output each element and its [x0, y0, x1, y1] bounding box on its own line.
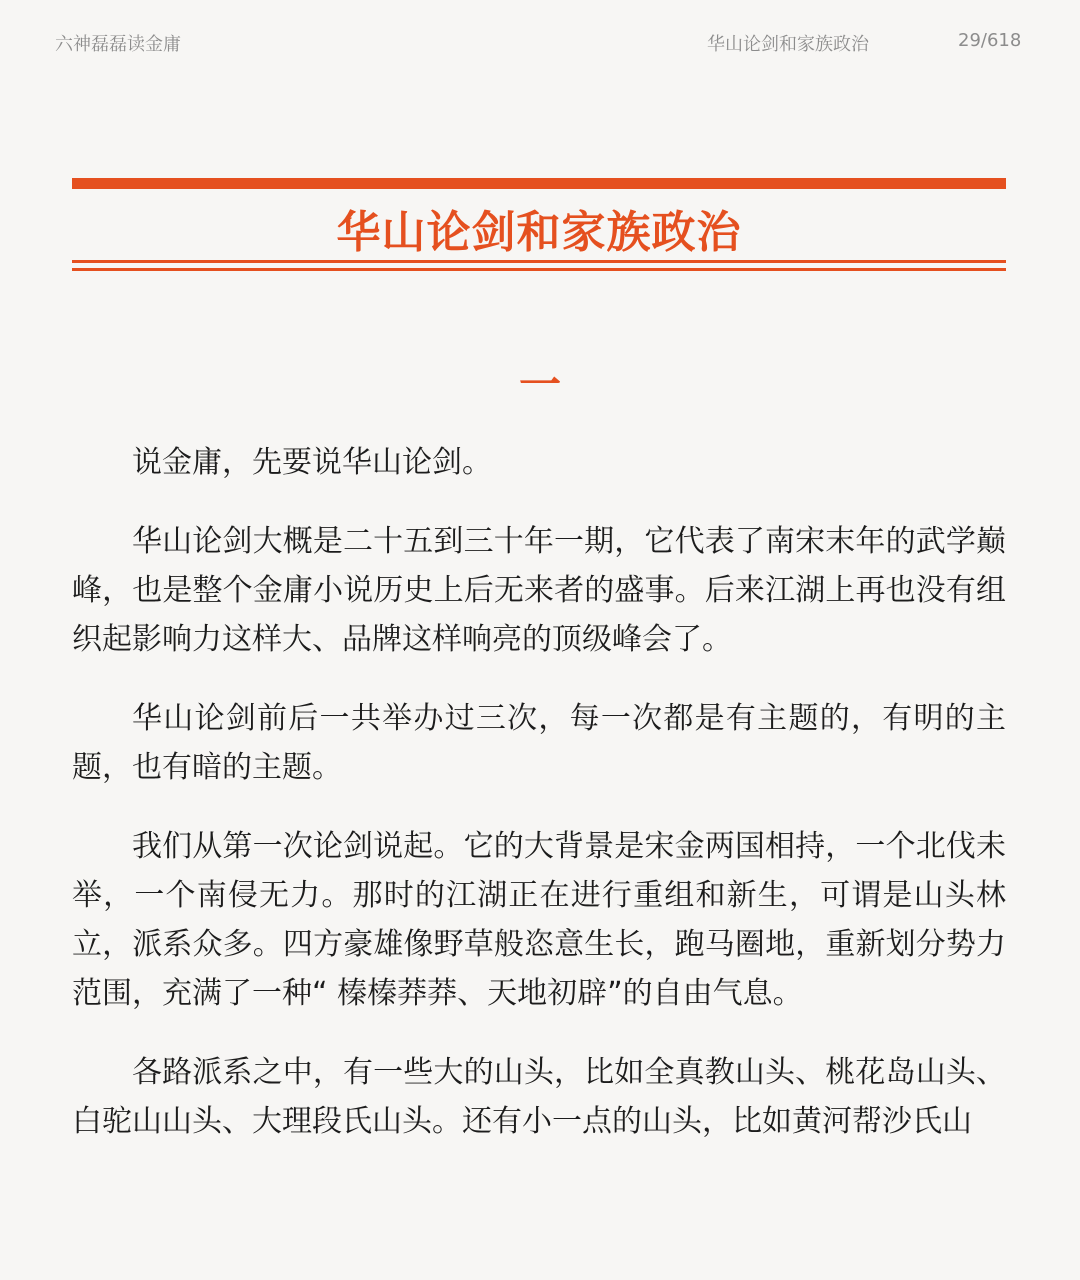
chapter-heading: 华山论剑和家族政治 — [336, 207, 742, 258]
current-chapter-title: 华山论剑和家族政治 — [707, 34, 869, 55]
chapter-title-block — [72, 178, 1006, 274]
book-title: 六神磊磊读金庸 — [55, 34, 181, 55]
title-bottom-rule-2 — [72, 268, 1006, 271]
title-bottom-rule-1 — [72, 260, 1006, 263]
paragraph: 我们从第一次论剑说起。它的大背景是宋金两国相持，一个北伐未举，一个南侵无力。那时的江湖正在进行重组和新生，可谓是山头林立，派系众多。四方豪雄像野草般恣意生长，跑马圈地，重新划分势力范围，充满了一种“ 榛榛莽莽、天地初辟”的自由气息。 — [72, 829, 1006, 1011]
page-indicator: 29/618 — [958, 30, 1022, 51]
paragraph: 华山论剑大概是二十五到三十年一期，它代表了南宋末年的武学巅峰，也是整个金庸小说历史上后无来者的盛事。后来江湖上再也没有组织起影响力这样大、品牌这样响亮的顶级峰会了。 — [72, 524, 1006, 657]
paragraph: 说金庸，先要说华山论剑。 — [132, 445, 492, 480]
section-number: 一 — [518, 360, 561, 409]
paragraph: 华山论剑前后一共举办过三次，每一次都是有主题的，有明的主题，也有暗的主题。 — [72, 701, 1006, 785]
paragraph: 各路派系之中，有一些大的山头，比如全真教山头、桃花岛山头、白驼山山头、大理段氏山头。还有小一点的山头，比如黄河帮沙氏山 — [72, 1055, 1006, 1139]
title-top-rule — [72, 178, 1006, 189]
chapter-body — [72, 438, 1006, 1176]
reader-top-bar — [0, 30, 1080, 60]
